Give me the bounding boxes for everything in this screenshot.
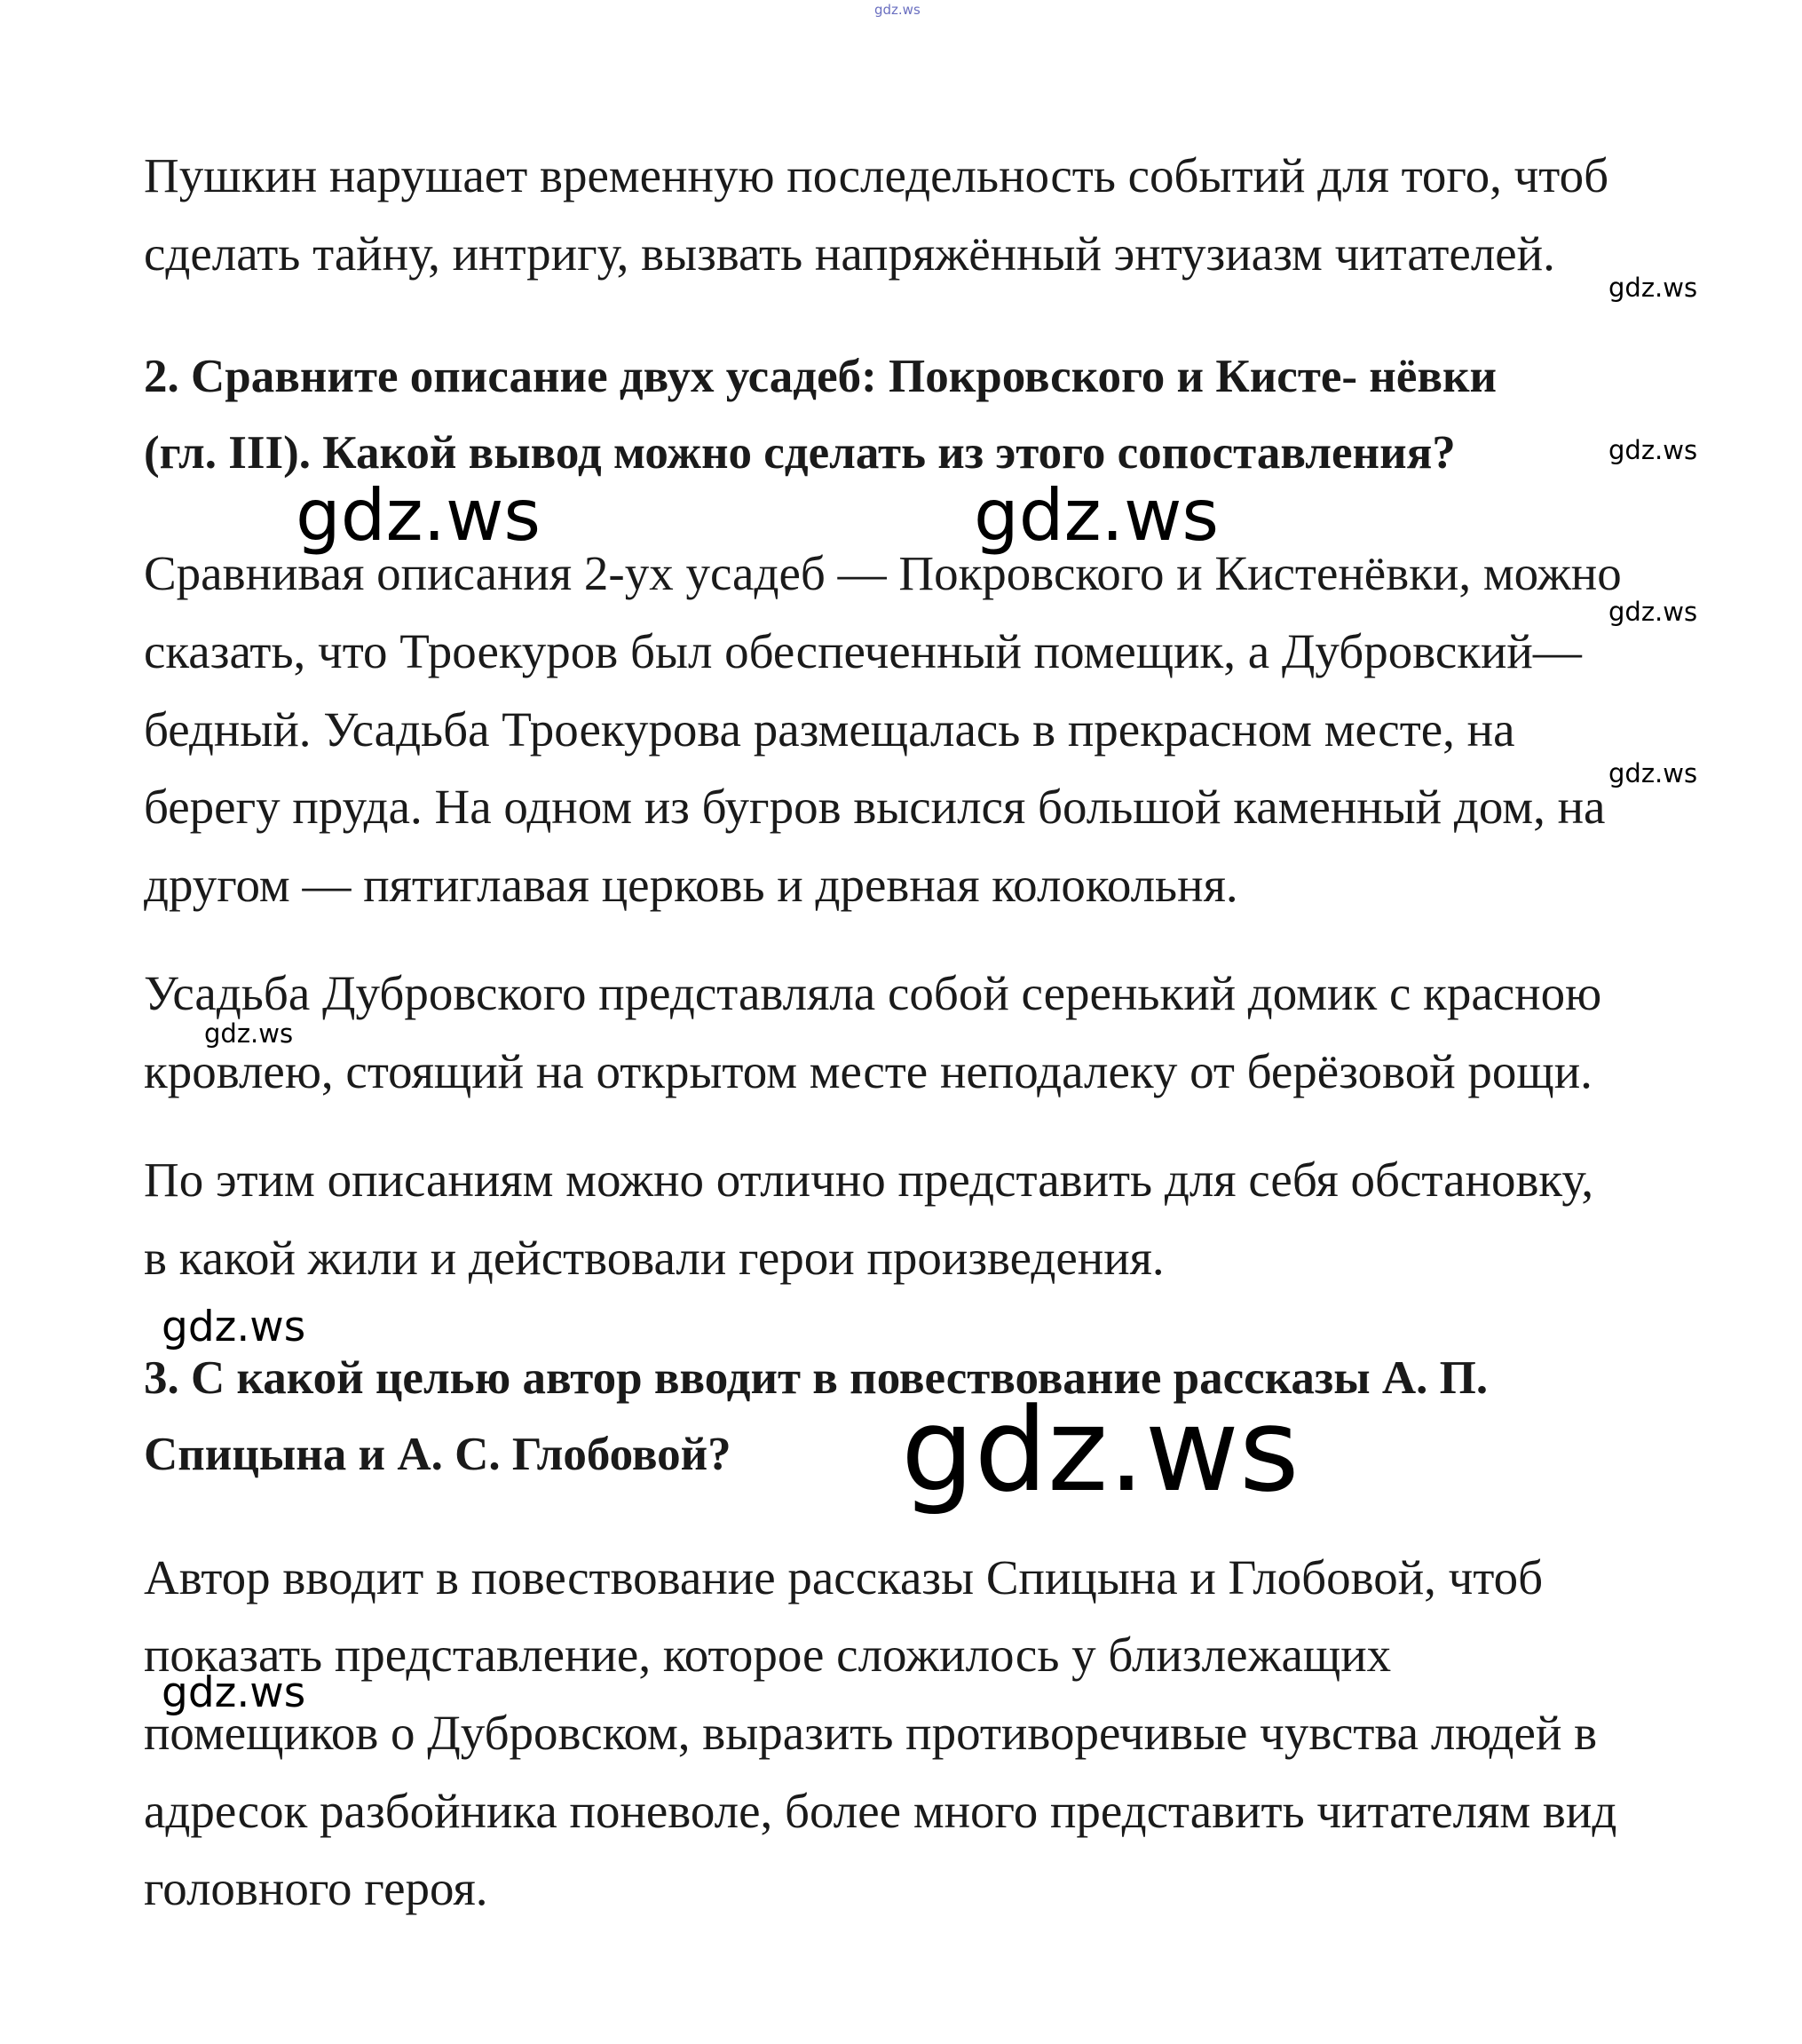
watermark-medium: gdz.ws <box>162 1668 306 1717</box>
question-2-line-1: 2. Сравните описание двух усадеб: Покровского и Кисте- нёвки <box>144 351 1498 402</box>
question-2-line-2: (гл. III). Какой вывод можно сделать из этого сопоставления? <box>144 427 1456 479</box>
question-3-line-2: Спицына и А. С. Глобовой? <box>144 1429 731 1480</box>
answer-2-p1-line-4: берегу пруда. На одном из бугров высился большой каменный дом, на <box>144 780 1606 834</box>
answer-2-p2-line-2: кровлею, стоящий на открытом месте неподалеку от берёзовой рощи. <box>144 1044 1593 1098</box>
answer-2-p1-line-2: сказать, что Троекуров был обеспеченный помещик, а Дубровский— <box>144 624 1582 678</box>
question-3-line-1: 3. С какой целью автор вводит в повествование рассказы А. П. <box>144 1352 1489 1404</box>
answer-2-p1-line-1: Сравнивая описания 2-ух усадеб — Покровского и Кистенёвки, можно <box>144 546 1622 600</box>
answer-3-line-4: адресок разбойника поневоле, более много представить читателям вид <box>144 1784 1617 1838</box>
watermark-small: gdz.ws <box>1608 435 1698 465</box>
watermark-huge: gdz.ws <box>901 1382 1300 1517</box>
answer-2-p3-line-2: в какой жили и действовали герои произведения. <box>144 1231 1165 1285</box>
watermark-small: gdz.ws <box>1608 273 1698 303</box>
watermark-small: gdz.ws <box>204 1018 294 1049</box>
answer-3-line-2: показать представление, которое сложилось у близлежащих <box>144 1628 1392 1682</box>
answer-3-line-5: головного героя. <box>144 1861 488 1915</box>
answer-3-line-3: помещиков о Дубровском, выразить противоречивые чувства людей в <box>144 1706 1598 1760</box>
answer-3-line-1: Автор вводит в повествование рассказы Спицына и Глобовой, чтоб <box>144 1550 1544 1604</box>
watermark-top: gdz.ws <box>874 2 921 18</box>
answer-2-p3-line-1: По этим описаниям можно отлично представить для себя обстановку, <box>144 1153 1594 1207</box>
answer-2-p1-line-3: бедный. Усадьба Троекурова размещалась в прекрасном месте, на <box>144 702 1515 757</box>
watermark-medium: gdz.ws <box>162 1303 306 1351</box>
intro-line-1: Пушкин нарушает временную последельность событий для того, чтоб <box>144 148 1609 202</box>
watermark-small: gdz.ws <box>1608 758 1698 788</box>
watermark-large: gdz.ws <box>296 474 541 557</box>
watermark-large: gdz.ws <box>974 474 1220 557</box>
answer-2-p1-line-5: другом — пятиглавая церковь и древная колокольня. <box>144 858 1238 912</box>
watermark-small: gdz.ws <box>1608 597 1698 627</box>
intro-line-2: сделать тайну, интригу, вызвать напряжённый энтузиазм читателей. <box>144 226 1555 281</box>
answer-2-p2-line-1: Усадьба Дубровского представляла собой серенький домик с красною <box>144 966 1602 1020</box>
